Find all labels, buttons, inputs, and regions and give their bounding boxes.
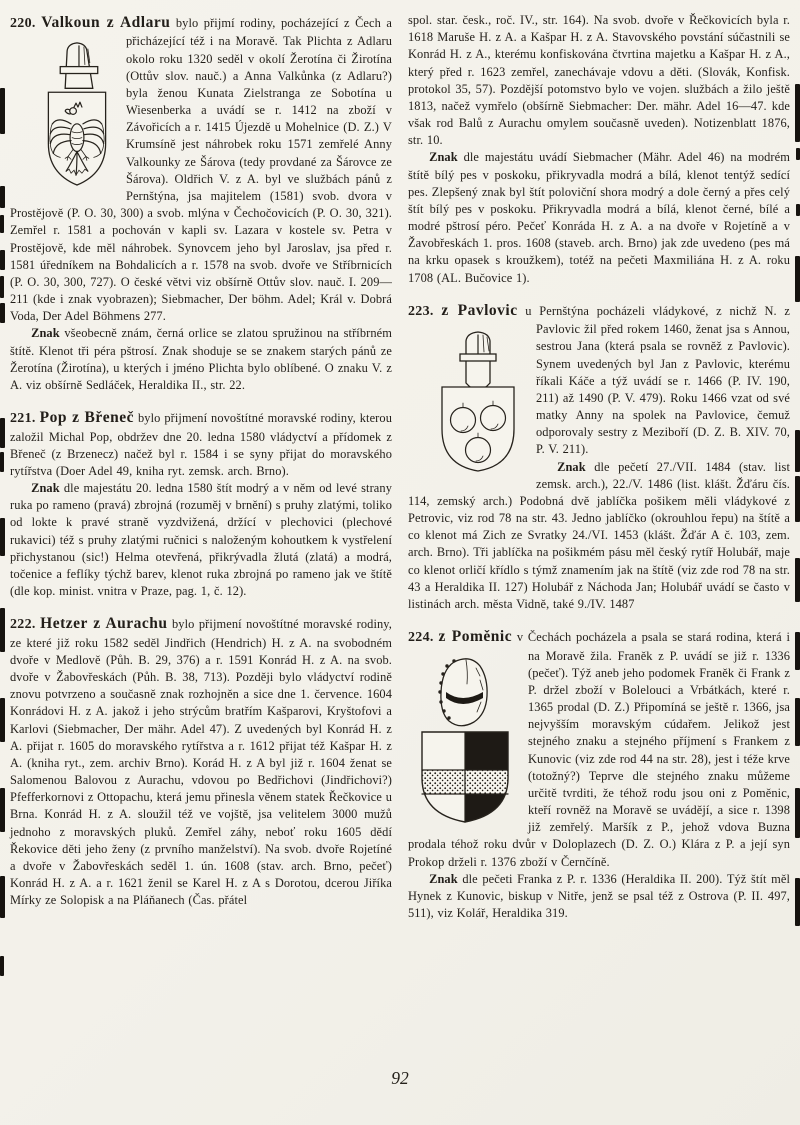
znak-label: Znak bbox=[557, 459, 586, 474]
scan-artifact bbox=[795, 430, 800, 472]
entry-223-z-pavlovic bbox=[408, 300, 790, 613]
entry-name: Pop z Břeneč bbox=[39, 409, 135, 427]
znak-label: Znak bbox=[31, 326, 60, 341]
entry-number: 221. bbox=[10, 411, 36, 427]
entry-number: 224. bbox=[408, 630, 434, 646]
scan-artifact bbox=[0, 608, 5, 652]
entry-text: bylo přijmí rodiny, pocházející z Čech a přicházející též i na Moravě. bbox=[126, 16, 393, 49]
entry-text: v Čechách pocházela a psala se bbox=[516, 630, 683, 645]
left-column bbox=[10, 12, 392, 935]
two-column-text bbox=[10, 12, 790, 935]
entry-221-opening-paragraph bbox=[10, 407, 392, 480]
entry-text: bylo přijmení novoštítné moravské rodiny, ze které již roku 1582 seděl Jindřich (Hendrich) H. z A. na svobodném dvoře v Medlově (Půh. B. 29, 376) a r. 1591 Konrád H. z A. na svob. dvoře v Žabovřeskách (Půh. B. 38, 713). Později bylo vládyctví rodině znovu potvrzeno a současně znak rozhojněn a sice dne 1. července. 1604 Konrádovi H. z A. jakož i jeho strýcům bratřím Kašparovi, Kryštofovi a Karlovi (Siebmacher, Der mähr. Adel 47). Z uvedených byl Konrád H. z A. přijat r. 1605 do moravského rytířstva a r. 1612 přijat též Kašpar H. z A. (kniha ryt., zem. archiv Brno). Korád H. z A byl již r. 1604 ženat se Salomenou Balovou z Aurachu, vdovou po Bedřichovi (Jindřichovi?) Pfefferkornovi z Ottopachu, která jemu přinesla věnem statek Řečkovice u Brna. Konrád H. z A. sloužil též ve vojště, jsa velitelem 3000 mužů jednoho z moravských pluků. Zemřel záhy, neboť roku 1605 dědí Řekovice děti jeho ženy (z prvního manželství). Na svob. dvoře Rojetíné a dvoře v Žabovřeskách seděl 1. ún. 1608 (stav. arch. Brno, pečeť) Konrád H. z A. a r. 1621 ženil se Karel H. z A s Dorotou, dcerou Jiříka Mírky ze Solopisk a na Pláňanech (Čas. přátel bbox=[10, 617, 392, 908]
znak-text: dle majestátu 20. ledna 1580 štít modrý a v něm od levé strany ruka po rameno (pravá) zbrojná (rozuměj v brnění) s pruhy zlatými, toliko od lokte k pravé straně vyzdvižená, držící v plechovici (plechové rukavici) též s pruhy zlatými ručnici s naloženým kohoutkem k vystřelení přichystanou (sic!) Helma otevřená, přikrývadla žlutá (zlatá) a modrá, točenice a feflíky týchž barev, klenot ruka zbrojná po rameno jak ve štítě (dle kop. minist. vnitra v Praze, pag. 1, č. 12). bbox=[10, 481, 392, 599]
scan-artifact bbox=[0, 518, 5, 556]
scan-artifact bbox=[0, 215, 4, 233]
page-number: 92 bbox=[391, 1068, 409, 1088]
entry-number: 220. bbox=[10, 16, 36, 31]
znak-text: dle pečetí 27./VII. 1484 (stav. list zemsk. arch.), 22./V. 1486 (list. klášt. Žďáru čís. 114, zemský arch.) Podobná dvě jablíčka pošikem měli vládykové z Petrovic, viz rod 78 na str. 43. Jedno jablíčko (okrouhlou řepu) na štítě a co klenot má Zich ze Svratky 24./VI. 1453 (klášt. Žďár A č. 103, zem. arch. Brno). Tři jablíčka na pošikmém pásu měl český rytíř Holubář, maje co klenot orličí křídlo s týmž znamením jak na štítě (viz zde rod 78 na str. 43 a Heraldika II. 127) Holubář z Náchoda Jan; Holubář uvádí se často v listinách arch. města Vidně, také 9./IV. 1487 bbox=[408, 459, 790, 611]
scan-artifact bbox=[796, 204, 800, 216]
entry-text: z nichž N. z Pavlovic žil před rokem 1460, ženat jsa s Annou, sestrou Jana (která psala se rovněž z Pavlovic). Synem uvedených byl Jan z Pavlovic, kterému říkali Káče a týž uvádí se r. 1466 (P. IV. 190, 211) až 1490 (P. V. 479). Roku 1466 vzat od své matky Anny na spolek na Pavlovice, čemuž odporovaly sestry z Meziboří (D. Z. B. XIV. 70, P. V. 211). bbox=[536, 303, 790, 457]
znak-label: Znak bbox=[429, 871, 458, 886]
entry-223-znak-paragraph bbox=[408, 459, 790, 614]
scan-artifact bbox=[0, 452, 4, 472]
entry-text: u Pernštýna pocházeli vládykové, bbox=[525, 303, 709, 318]
scan-artifact bbox=[795, 256, 800, 302]
entry-222-znak-paragraph bbox=[408, 149, 790, 286]
entry-name: Hetzer z Aurachu bbox=[40, 615, 168, 633]
entry-text: bylo přijmení novoštítné moravské rodiny, kterou založil Michal Pop, obdržev dne 20. ledna 1580 vládyctví a přídomek z Břeneč (z Brzenecz) načež byl r. 1584 i se syny přijat do moravského rytířstva (Doer Adel 49, kniha ryt. zemsk. arch. Brno). bbox=[10, 411, 393, 478]
coat-of-arms-pavlovic bbox=[432, 325, 524, 475]
entry-224-z-pomenic bbox=[408, 626, 790, 922]
coat-of-arms-valkoun bbox=[40, 37, 114, 187]
znak-text: všeobecně znám, černá orlice se zlatou spružinou na stříbrném štítě. Klenot tři péra pštrosí. Znak shoduje se se znakem starých pánů ze Žerotína (Žirotína), u kterých i jméno Plichta bylo oblíbené. O znaku V. z A. viz obšírně Sedláček, Heraldika II., str. 22. bbox=[10, 326, 392, 392]
entry-text: Tak Plichta z Adlaru okolo roku 1320 seděl v okolí Žerotína či Žirotína (Ottův slov. nauč.) a Anna Valkůnka (z Adlaru?) byla ženou Kunata Zielstranga ze Sobotína u Wiesenberka a uvádí se r. 1412 na zboží v Závořicích a r. 1415 Újezdě u Mohelnice (D. Z.) V Krumsíně jest náhrobek roku 1571 zemřelé Anny Valkounky ze Šárova (tedy provdané za Šárovce ze Šárova). Oldřich V. z A. byl ve službách pánů z Pernštýna, jsa majitelem (1581) svob. dvora v Prostějově (P. O. 30, 300) a svob. mlýna v Čechočovicích (P. O. 30, 321). Zemřel r. 1581 a pochován v kapli sv. Lazara v kostele sv. Petra v Prostějově, kde měl náhrobek. Synovcem jeho byl Jaroslav, jsa před r. 1581 úředníkem na Bohdalicích a r. 1578 na svob. dvoře ve Stříbrnicích (P. O. 30, 300, 727). O české větvi viz obšírně Ottův slov. nauč. I. 209—211 (kde i znak vyobrazen); Siebmacher, Der böhm. Adel; Král v. Dobrá Voda, Der Adel Böhmens 277. bbox=[10, 34, 392, 324]
scan-artifact bbox=[0, 303, 5, 323]
scan-artifact bbox=[0, 788, 5, 832]
entry-222-opening-paragraph bbox=[10, 613, 392, 909]
entry-222-continuation bbox=[408, 12, 790, 287]
scan-artifact bbox=[796, 148, 800, 160]
scan-artifact bbox=[795, 878, 800, 926]
scan-artifact bbox=[795, 558, 800, 602]
scan-artifact bbox=[0, 876, 5, 918]
znak-text: dle majestátu uvádí Siebmacher (Mähr. Adel 46) na modrém štítě bílý pes v poskoku, přikryvadla modrá a bílá, klenot tentýž sedící pes. Zlepšený znak byl štít poloviční shora modrý a dole černý a přes celý štít bílý pes v poskoku. Přikryvadla modrá a bílá, klenot černé, bílé a modré pštrosí péro. Pečeť Konráda H. z A. a na dvoře v Rojetíně a v Žavobřeskách 1. pros. 1608 (staveb. arch. Brno) jak zde uvedeno (pes má na krku opasek s kroužkem), totéž na pečeti Maxmiliána H. z A. roku 1708 (AL. Bučovice 1). bbox=[408, 150, 790, 285]
entry-224-znak-paragraph bbox=[408, 871, 790, 923]
znak-text: dle pečeti Franka z P. r. 1336 (Heraldika II. 200). Týž štít měl Hynek z Kunovic, biskup v Nitře, jenž se psal též z Ostrova (P. II. 497, 511), viz Kolář, Heraldika 319. bbox=[408, 871, 790, 921]
entry-text: stará rodina, která i na Moravě žila. Franěk z P. uvádí se již r. 1336 (pečeť). Týž aneb jeho podomek Franěk či Frank z P. držel zboží v Bolelouci a Vrbátkách, které r. 1365 prodal (D. Z.) Připomíná se ještě r. 1366, jsa nejvyšším moravským cúdařem. Jelikož jest stejného znaku a stejného příjmení s Frankem z Kunovic (viz zde rod 44 na str. 28), jest i téže krve (totožný?) Teprve dle stejného znaku můžeme určitě tvrditi, že téhož rodu jsou oni z Poměnic, kteří rovněž na Moravě se uvádějí, a sice r. 1398 již zemřelý. Maršík z P., jehož vdova Buzna prodala téhož roku dvůr v Doloplazech (D. Z. O.) Klára z P. a její syn Prokop drželi r. 1376 zboží v Černčíně. bbox=[408, 630, 790, 869]
scan-artifact bbox=[0, 956, 4, 976]
scan-artifact bbox=[0, 186, 5, 208]
entry-222-hetzer-z-aurachu bbox=[10, 613, 392, 909]
entry-224-opening-paragraph bbox=[408, 626, 790, 871]
znak-label: Znak bbox=[429, 150, 458, 165]
scan-artifact bbox=[0, 276, 4, 298]
scan-artifact bbox=[795, 84, 800, 142]
scan-artifact bbox=[0, 418, 5, 448]
scan-artifact bbox=[0, 250, 5, 270]
coat-of-arms-pomenic bbox=[414, 652, 516, 824]
scan-artifact bbox=[795, 476, 800, 522]
entry-name: z Poměnic bbox=[438, 628, 513, 646]
entry-number: 222. bbox=[10, 617, 36, 633]
entry-222-continuation-paragraph bbox=[408, 12, 790, 149]
entry-223-opening-paragraph bbox=[408, 300, 790, 459]
scan-artifact bbox=[0, 698, 5, 742]
entry-220-opening-paragraph bbox=[10, 12, 392, 325]
entry-220-znak-paragraph bbox=[10, 325, 392, 394]
right-column bbox=[408, 12, 790, 935]
scan-artifact bbox=[795, 788, 800, 838]
entry-name: z Pavlovic bbox=[441, 301, 518, 319]
entry-text: spol. star. česk., roč. IV., str. 164). Na svob. dvoře v Řečkovicích byla r. 1618 Maruše H. z A. a Kašpar H. z A. Stavovského povstání súčastnili se Konrád H. z A., kterému konfiskována čtvrtina majetku a Kašpar H. z A., který před r. 1623 zemřel, zanechávaje vdovu a děti. (Slovák, Konfisk. protokol 35, 57). Pozdější potomstvo bylo ve vojen. službách a žilo ještě 1813, načež vymřelo (obšírně Siebmacher: Der. mähr. Adel 16—47. kde však rod Balů z Aurachu omylem současně uveden). Notizenblatt 1876, str. 10. bbox=[408, 13, 790, 148]
scan-artifact bbox=[0, 88, 5, 134]
scan-artifact bbox=[795, 698, 800, 746]
entry-number: 223. bbox=[408, 303, 434, 319]
entry-221-znak-paragraph bbox=[10, 480, 392, 600]
entry-220-valkoun-z-adlaru bbox=[10, 12, 392, 394]
znak-label: Znak bbox=[31, 481, 60, 496]
scan-artifact bbox=[795, 632, 800, 670]
entry-name: Valkoun z Adlaru bbox=[41, 14, 171, 31]
entry-221-pop-z-brenec bbox=[10, 407, 392, 600]
